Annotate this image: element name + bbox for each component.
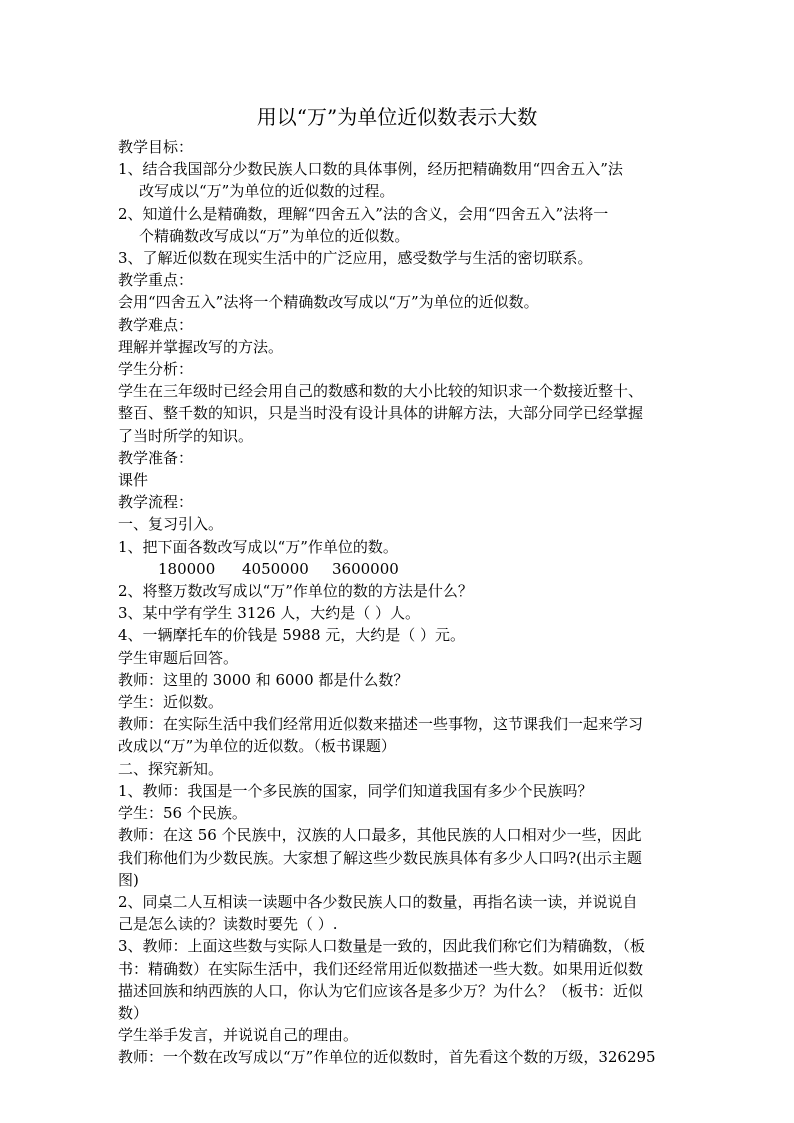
text-line: 教学目标： xyxy=(118,138,194,156)
text-line: 教学流程： xyxy=(118,493,194,512)
text-line: 3、教师：上面这些数与实际人口数量是一致的，因此我们称它们为精确数，（板 xyxy=(118,937,646,956)
number-list xyxy=(118,558,680,580)
text-line: 教师：这里的 3000 和 6000 都是什么数？ xyxy=(118,670,409,689)
text-line: 书：精确数）在实际生活中，我们还经常用近似数描述一些大数。如果用近似数 xyxy=(118,959,644,978)
text-line: 学生：56 个民族。 xyxy=(118,804,247,823)
text-line: 2、知道什么是精确数，理解“四舍五入”法的含义，会用“四舍五入”法将一 xyxy=(118,204,609,223)
text-line: 整百、整千数的知识，只是当时没有设计具体的讲解方法，大部分同学已经掌握 xyxy=(118,404,644,423)
text-line: 个精确数改写成以“万”为单位的近似数。 xyxy=(139,226,410,245)
number-item: 4050000 xyxy=(242,559,309,578)
number-item: 180000 xyxy=(158,559,216,578)
text-line: 1、结合我国部分少数民族人口数的具体事例，经历把精确数用“四舍五入”法 xyxy=(118,160,623,179)
text-line: 己是怎么读的？读数时要先（ ）. xyxy=(118,915,338,934)
text-line: 学生分析： xyxy=(118,360,194,379)
text-line: 3、某中学有学生 3126 人，大约是（ ）人。 xyxy=(118,604,421,623)
text-line: 教学重点： xyxy=(118,271,194,290)
text-line: 描述回族和纳西族的人口，你认为它们应该各是多少万？为什么？（板书：近似 xyxy=(118,981,644,1000)
text-line: 教师：一个数在改写成以“万”作单位的近似数时，首先看这个数的万级，326295 xyxy=(118,1048,656,1067)
text-line: 数） xyxy=(118,1003,149,1022)
text-line: 理解并掌握改写的方法。 xyxy=(118,337,284,356)
text-line: 3、了解近似数在现实生活中的广泛应用，感受数学与生活的密切联系。 xyxy=(118,249,593,268)
text-line: 2、同桌二人互相读一读题中各少数民族人口的数量，再指名读一读，并说说自 xyxy=(118,892,638,911)
text-line: 课件 xyxy=(118,471,149,490)
text-line: 教学准备： xyxy=(118,448,194,467)
text-line: 图) xyxy=(118,870,139,889)
text-line: 1、教师：我国是一个多民族的国家，同学们知道我国有多少个民族吗？ xyxy=(118,781,593,800)
text-line: 教学难点： xyxy=(118,315,194,334)
text-line: 学生在三年级时已经会用自己的数感和数的大小比较的知识求一个数接近整十、 xyxy=(118,382,644,401)
text-line: 了当时所学的知识。 xyxy=(118,426,254,445)
number-item: 3600000 xyxy=(332,559,399,578)
text-line: 二、探究新知。 xyxy=(118,759,224,778)
text-line: 教师：在这 56 个民族中，汉族的人口最多，其他民族的人口相对少一些，因此 xyxy=(118,826,642,845)
text-line: 2、将整万数改写成以“万”作单位的数的方法是什么？ xyxy=(118,582,473,601)
text-line: 会用“四舍五入”法将一个精确数改写成以“万”为单位的近似数。 xyxy=(118,293,539,312)
document-body xyxy=(118,136,680,1069)
text-line: 学生：近似数。 xyxy=(118,693,224,712)
text-line: 我们称他们为少数民族。大家想了解这些少数民族具体有多少人口吗?(出示主题 xyxy=(118,848,642,867)
text-line: 学生审题后回答。 xyxy=(118,648,239,667)
text-line: 1、把下面各数改写成以“万”作单位的数。 xyxy=(118,537,398,556)
text-line: 学生举手发言，并说说自己的理由。 xyxy=(118,1026,359,1045)
text-line: 改写成以“万”为单位的近似数的过程。 xyxy=(139,182,395,201)
text-line: 4、一辆摩托车的价钱是 5988 元，大约是（ ）元。 xyxy=(118,626,466,645)
text-line: 改成以“万”为单位的近似数。（板书课题） xyxy=(118,737,396,756)
text-line: 教师：在实际生活中我们经常用近似数来描述一些事物，这节课我们一起来学习 xyxy=(118,715,644,734)
document-title: 用以“万”为单位近似数表示大数 xyxy=(256,105,538,129)
text-line: 一、复习引入。 xyxy=(118,515,224,534)
